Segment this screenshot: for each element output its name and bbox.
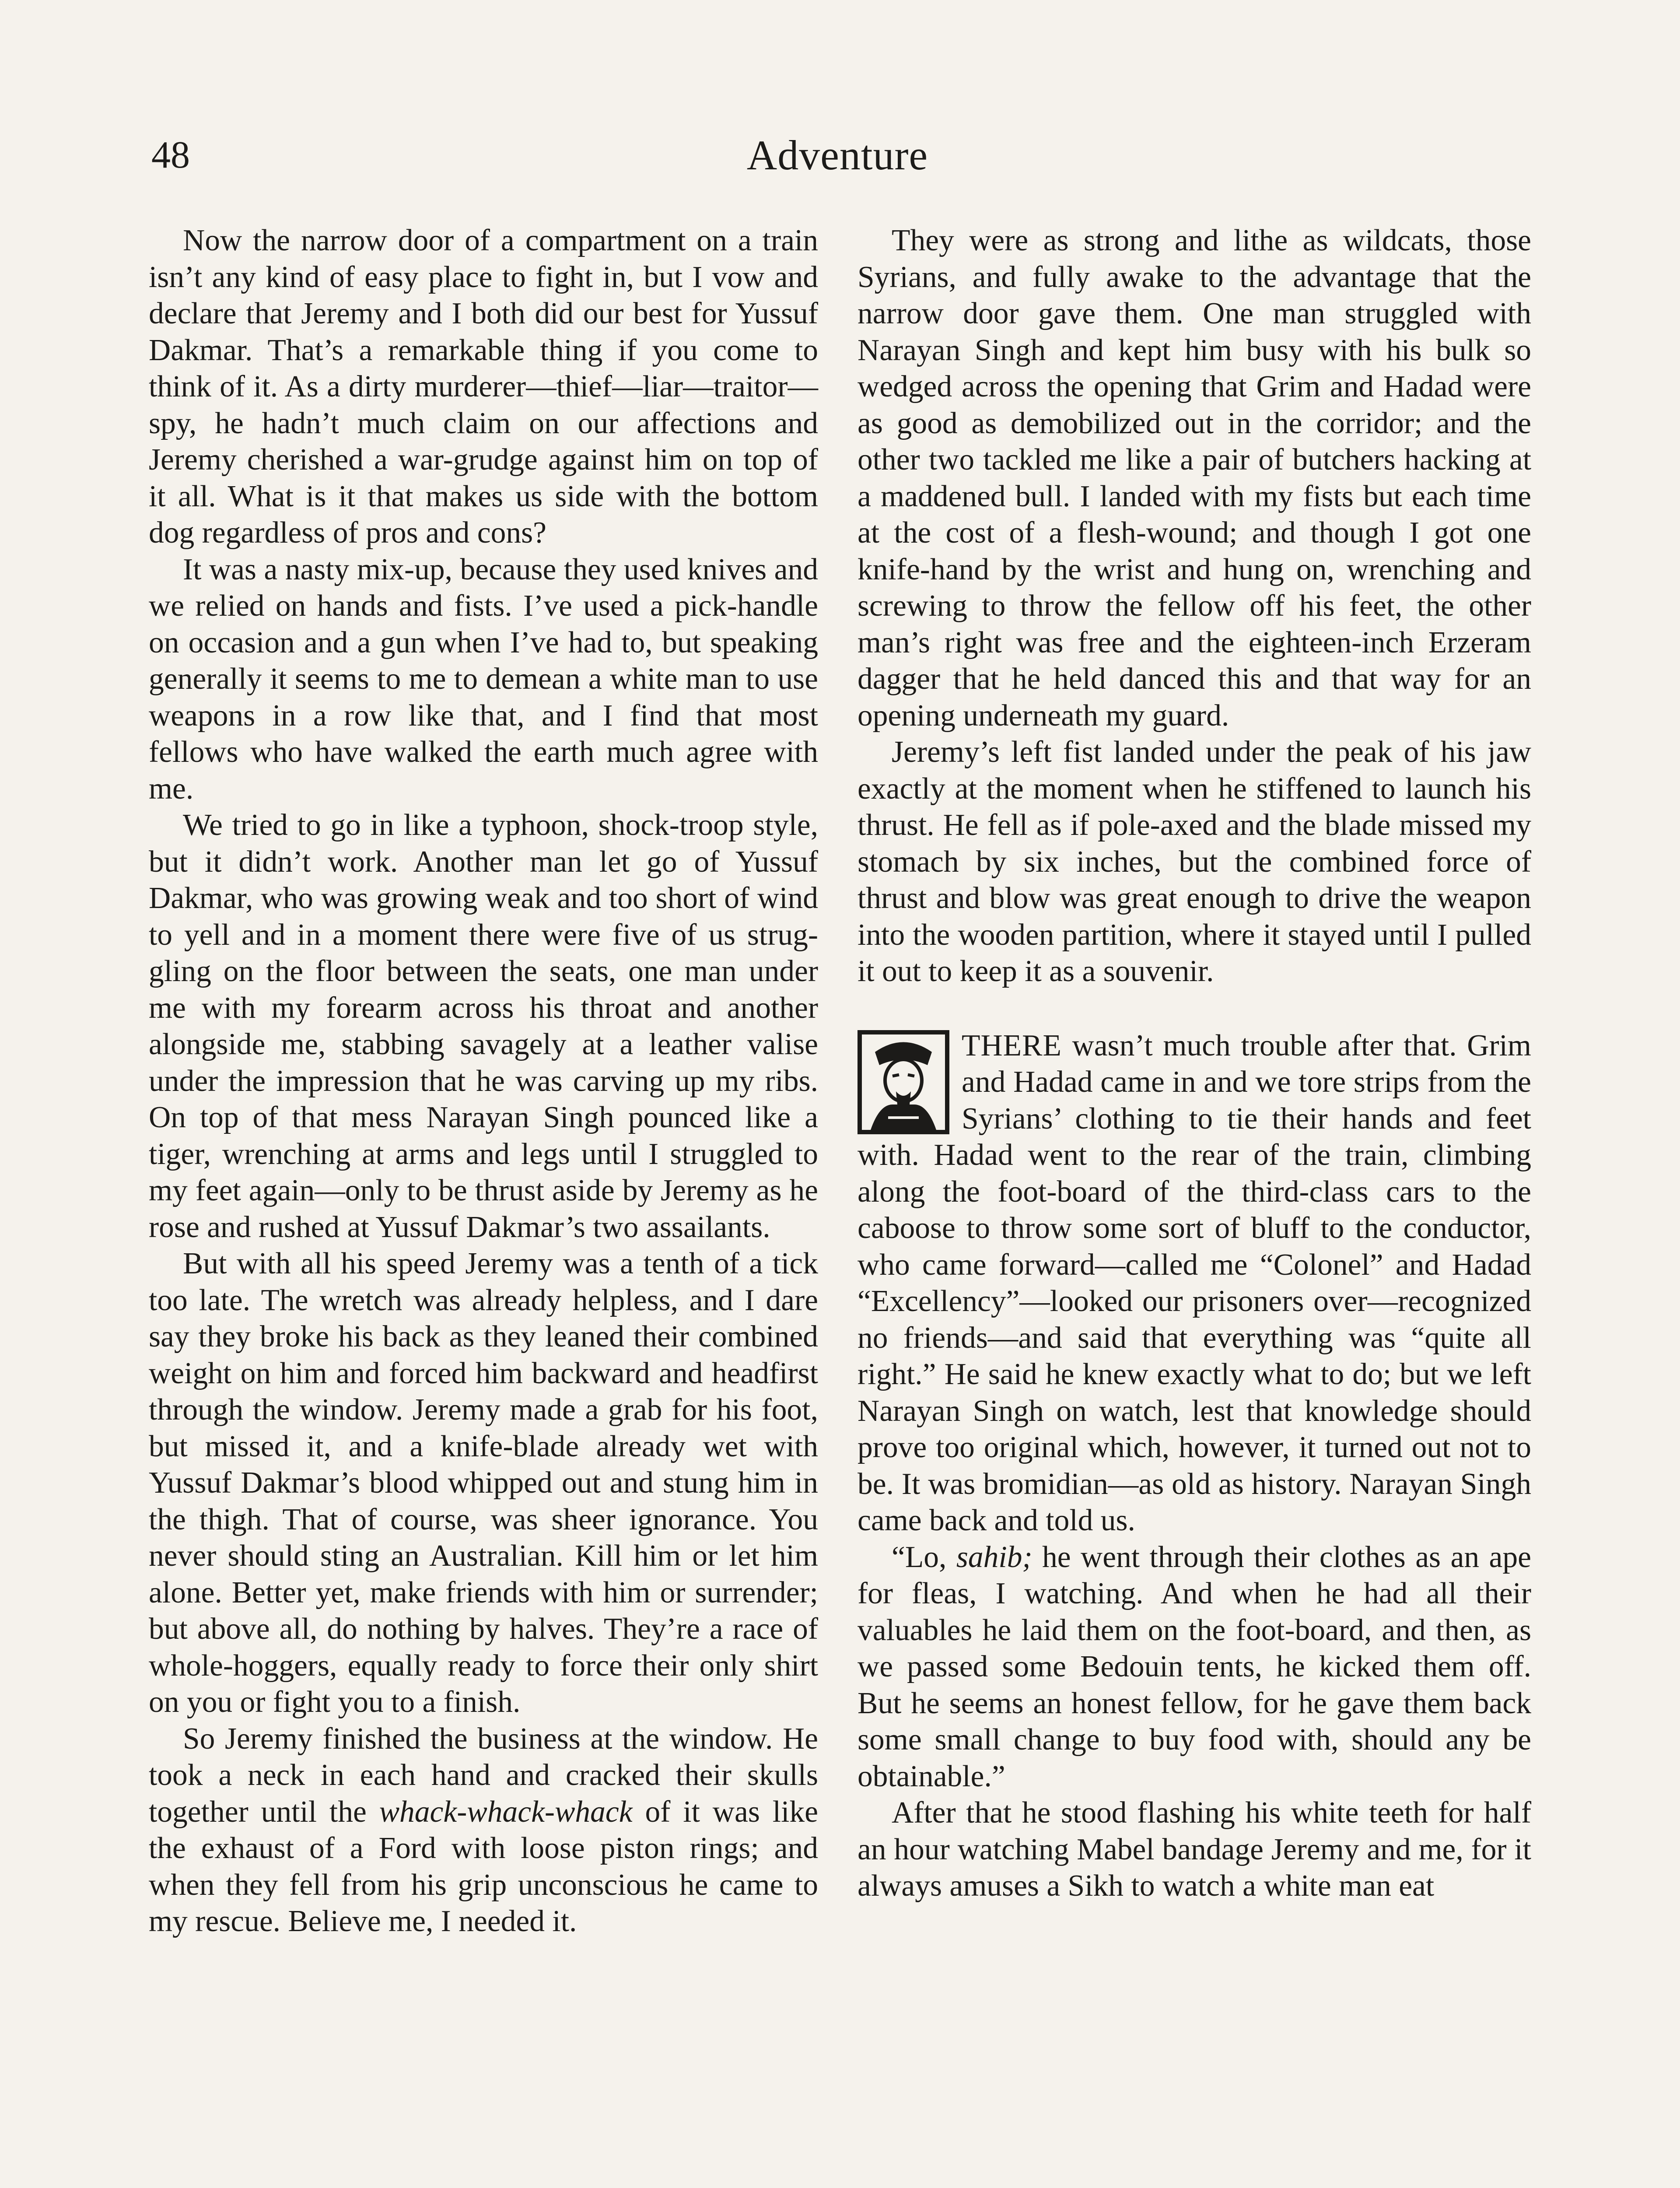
text-run: he went through their clothes as an ape for fleas, I watching. And when he had all their valuables he laid them on the foot-board, and then, as we passed some Bedouin tents, he kicked them off. But he seems an honest fellow, for he gave them back some small change to buy food with, should any be obtainable.” bbox=[858, 1540, 1531, 1793]
text-run: of it was like the exhaust of a Ford with loose piston rings; and when they fell from his grip unconscious he came to my rescue. Believe me, I needed it. bbox=[149, 1795, 818, 1938]
text-run: “Lo, bbox=[892, 1540, 956, 1574]
dropcap-paragraph bbox=[858, 1027, 1531, 1539]
left-column bbox=[149, 222, 818, 1940]
paragraph: They were as strong and lithe as wildcats, those Syrians, and fully awake to the advantage that the narrow door gave them. One man struggled with Narayan Singh and kept him busy with his bulk so wedged across the opening that Grim and Hadad were as good as demobilized out in the corridor; and the other two tackled me like a pair of butchers hacking at a maddened bull. I landed with my fists but each time at the cost of a flesh-wound; and though I got one knife-hand by the wrist and hung on, wrenching and screwing to throw the fellow off his feet, the other man’s right was free and the eighteen-inch Erzeram dagger that he held danced this and that way for an opening underneath my guard. bbox=[858, 224, 1531, 733]
paragraph: We tried to go in like a typhoon, shock-troop style, but it didn’t work. Another man let go of Yussuf Dakmar, who was growing weak and too short of wind to yell and in a moment there were five of us struggling on the floor between the seats, one man under me with my forearm across his throat and another alongside me, stabbing savagely at a leather valise under the impression that he was carving up my ribs. On top of that mess Narayan Singh pounced like a tiger, wrenching at arms and legs until I struggled to my feet again—only to be thrust aside by Jeremy as he rose and rushed at Yussuf Dakmar’s two assailants. bbox=[149, 808, 818, 1244]
paragraph: Jeremy’s left fist landed under the peak of his jaw exactly at the moment when he stiffened to launch his thrust. He fell as if pole-axed and the blade missed my stomach by six inches, but the combined force of thrust and blow was great enough to drive the weapon into the wooden partition, where it stayed until I pulled it out to keep it as a souvenir. bbox=[858, 735, 1531, 988]
paragraph bbox=[858, 1539, 1531, 1795]
italic-text: whack-whack-whack bbox=[379, 1795, 633, 1829]
running-title: Adventure bbox=[746, 132, 928, 179]
dropcap-lead-word: THERE bbox=[962, 1028, 1062, 1062]
page-header bbox=[151, 127, 1523, 188]
paragraph: But with all his speed Jeremy was a tenth of a tick too late. The wretch was already helpless, and I dare say they broke his back as they leaned their combined weight on him and forced him backward and headfirst through the window. Jeremy made a grab for his foot, but missed it, and a knife-blade already wet with Yussuf Dakmar’s blood whipped out and stung him in the thigh. That of course, was sheer ignorance. You never should sting an Australian. Kill him or let him alone. Better yet, make friends with him or surrender; but above all, do nothing by halves. They’re a race of whole-hoggers, equally ready to force their only shirt on you or fight you to a finish. bbox=[149, 1247, 818, 1719]
paragraph: Now the narrow door of a compartment on a train isn’t any kind of easy place to fight in, but I vow and declare that Jeremy and I both did our best for Yussuf Dakmar. That’s a remarkable thing if you come to think of it. As a dirty murderer—thief—liar—traitor—spy, he hadn’t much claim on our affections and Jeremy cherished a war-grudge against him on top of it all. What is it that makes us side with the bottom dog regardless of pros and cons? bbox=[149, 224, 818, 550]
right-column bbox=[858, 222, 1531, 1904]
paragraph: It was a nasty mix-up, because they used knives and we relied on hands and fists. I’ve used a pick-handle on occasion and a gun when I’ve had to, but speaking generally it seems to me to demean a white man to use weapons in a row like that, and I find that most fellows who have walked the earth much agree with me. bbox=[149, 552, 818, 806]
italic-text: sahib; bbox=[956, 1540, 1032, 1574]
dropcap-illustration-icon bbox=[858, 1030, 949, 1134]
text-run: So Jeremy finished the business at the window. He took a neck in each hand and cracked their skulls together until the bbox=[149, 1722, 818, 1829]
paragraph: After that he stood flashing his white teeth for half an hour watching Mabel bandage Jeremy and me, for it always amuses a Sikh to watch a white man eat bbox=[858, 1796, 1531, 1903]
text-run: wasn’t much trouble after that. Grim and Hadad came in and we tore strips from the Syrians’ clothing to tie their hands and feet with. Hadad went to the rear of the train, climbing along the foot-board of the third-class cars to the caboose to throw some sort of bluff to the conductor, who came forward—called me “Colonel” and Hadad “Excellency”—looked our prisoners over—recognized no friends—and said that everything was “quite all right.” He said he knew exactly what to do; but we left Narayan Singh on watch, lest that knowledge should prove too original which, however, it turned out not to be. It was bromidian—as old as history. Narayan Singh came back and told us. bbox=[858, 1028, 1531, 1537]
paragraph bbox=[149, 1721, 818, 1940]
page-number: 48 bbox=[151, 134, 190, 176]
